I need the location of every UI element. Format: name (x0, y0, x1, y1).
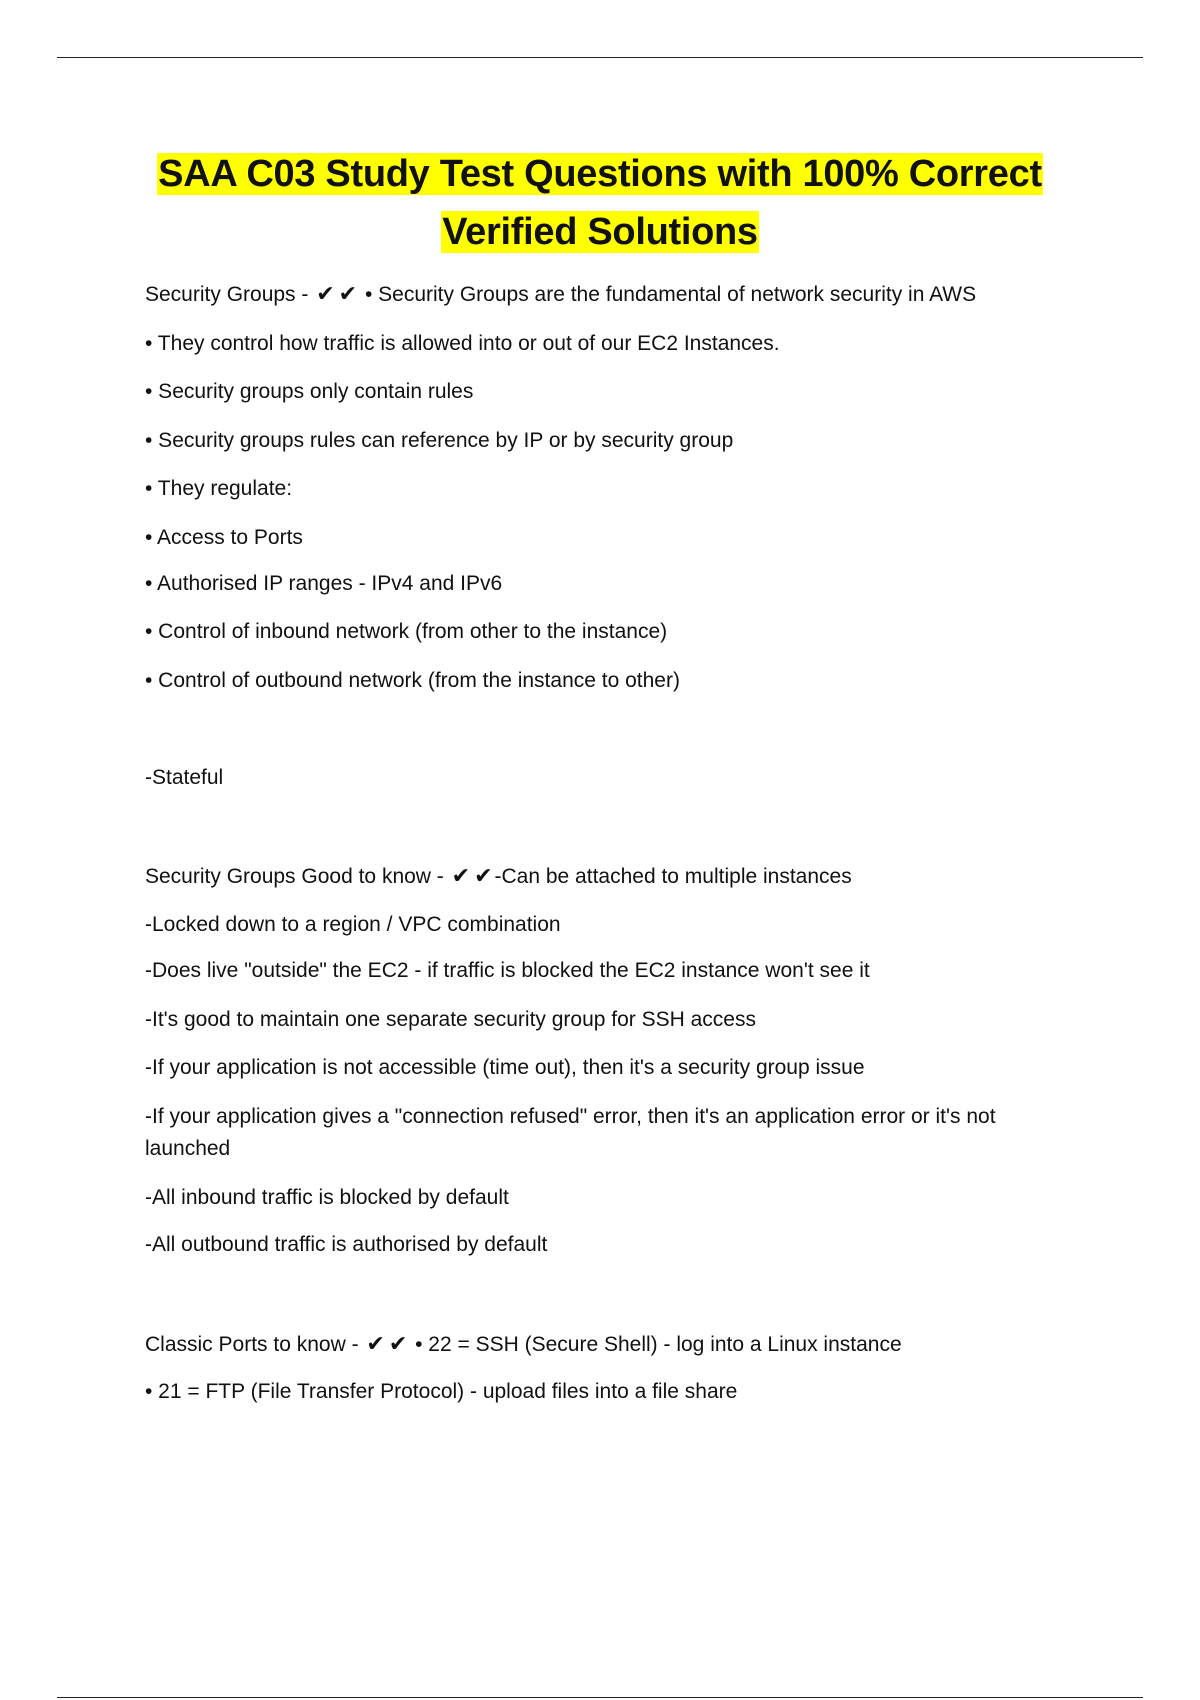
list-item: • 21 = FTP (File Transfer Protocol) - upload files into a file share (145, 1380, 738, 1403)
list-item: • Security groups only contain rules (145, 380, 474, 403)
checkmark-icon: ✔ (338, 282, 358, 307)
page-title (0, 145, 1200, 261)
bottom-rule (57, 1697, 1143, 1698)
answer-text: • 22 = SSH (Secure Shell) - log into a Linux instance (415, 1333, 902, 1356)
title-line-1: SAA C03 Study Test Questions with 100% Correct (158, 153, 1042, 195)
term-label: Security Groups - (145, 283, 315, 306)
checkmark-icon: ✔ (388, 1332, 408, 1357)
checkmark-icon: ✔ (451, 864, 471, 889)
section-security-groups-heading (145, 279, 1065, 311)
section-good-to-know-heading (145, 861, 1065, 893)
list-item: -Locked down to a region / VPC combination (145, 913, 561, 936)
list-item: • Access to Ports (145, 526, 303, 549)
list-item: -All inbound traffic is blocked by default (145, 1186, 509, 1209)
answer-text: • Security Groups are the fundamental of network security in AWS (364, 283, 977, 306)
list-item: • Control of inbound network (from other to the instance) (145, 620, 668, 643)
list-item: • Authorised IP ranges - IPv4 and IPv6 (145, 572, 503, 595)
list-item: -If your application gives a "connection refused" error, then it's an application error or it's not launched (145, 1105, 996, 1160)
term-label: Classic Ports to know - (145, 1333, 365, 1356)
list-item: • Control of outbound network (from the instance to other) (145, 669, 680, 692)
list-item: -Stateful (145, 766, 224, 789)
list-item: • Security groups rules can reference by IP or by security group (145, 429, 734, 452)
list-item: • They control how traffic is allowed into or out of our EC2 Instances. (145, 332, 780, 355)
list-item: • They regulate: (145, 477, 293, 500)
checkmark-icon: ✔ (366, 1332, 385, 1357)
section-classic-ports-heading (145, 1329, 1065, 1361)
list-item: -Does live "outside" the EC2 - if traffic is blocked the EC2 instance won't see it (145, 959, 870, 982)
checkmark-icon: ✔ (316, 282, 335, 307)
term-label: Security Groups Good to know - (145, 865, 450, 888)
answer-text: -Can be attached to multiple instances (494, 865, 852, 888)
top-rule (57, 57, 1143, 58)
list-item: -All outbound traffic is authorised by default (145, 1233, 548, 1256)
list-item: -If your application is not accessible (time out), then it's a security group issue (145, 1056, 865, 1079)
checkmark-icon: ✔ (474, 864, 493, 889)
list-item: -It's good to maintain one separate security group for SSH access (145, 1008, 756, 1031)
title-line-2: Verified Solutions (442, 211, 758, 253)
